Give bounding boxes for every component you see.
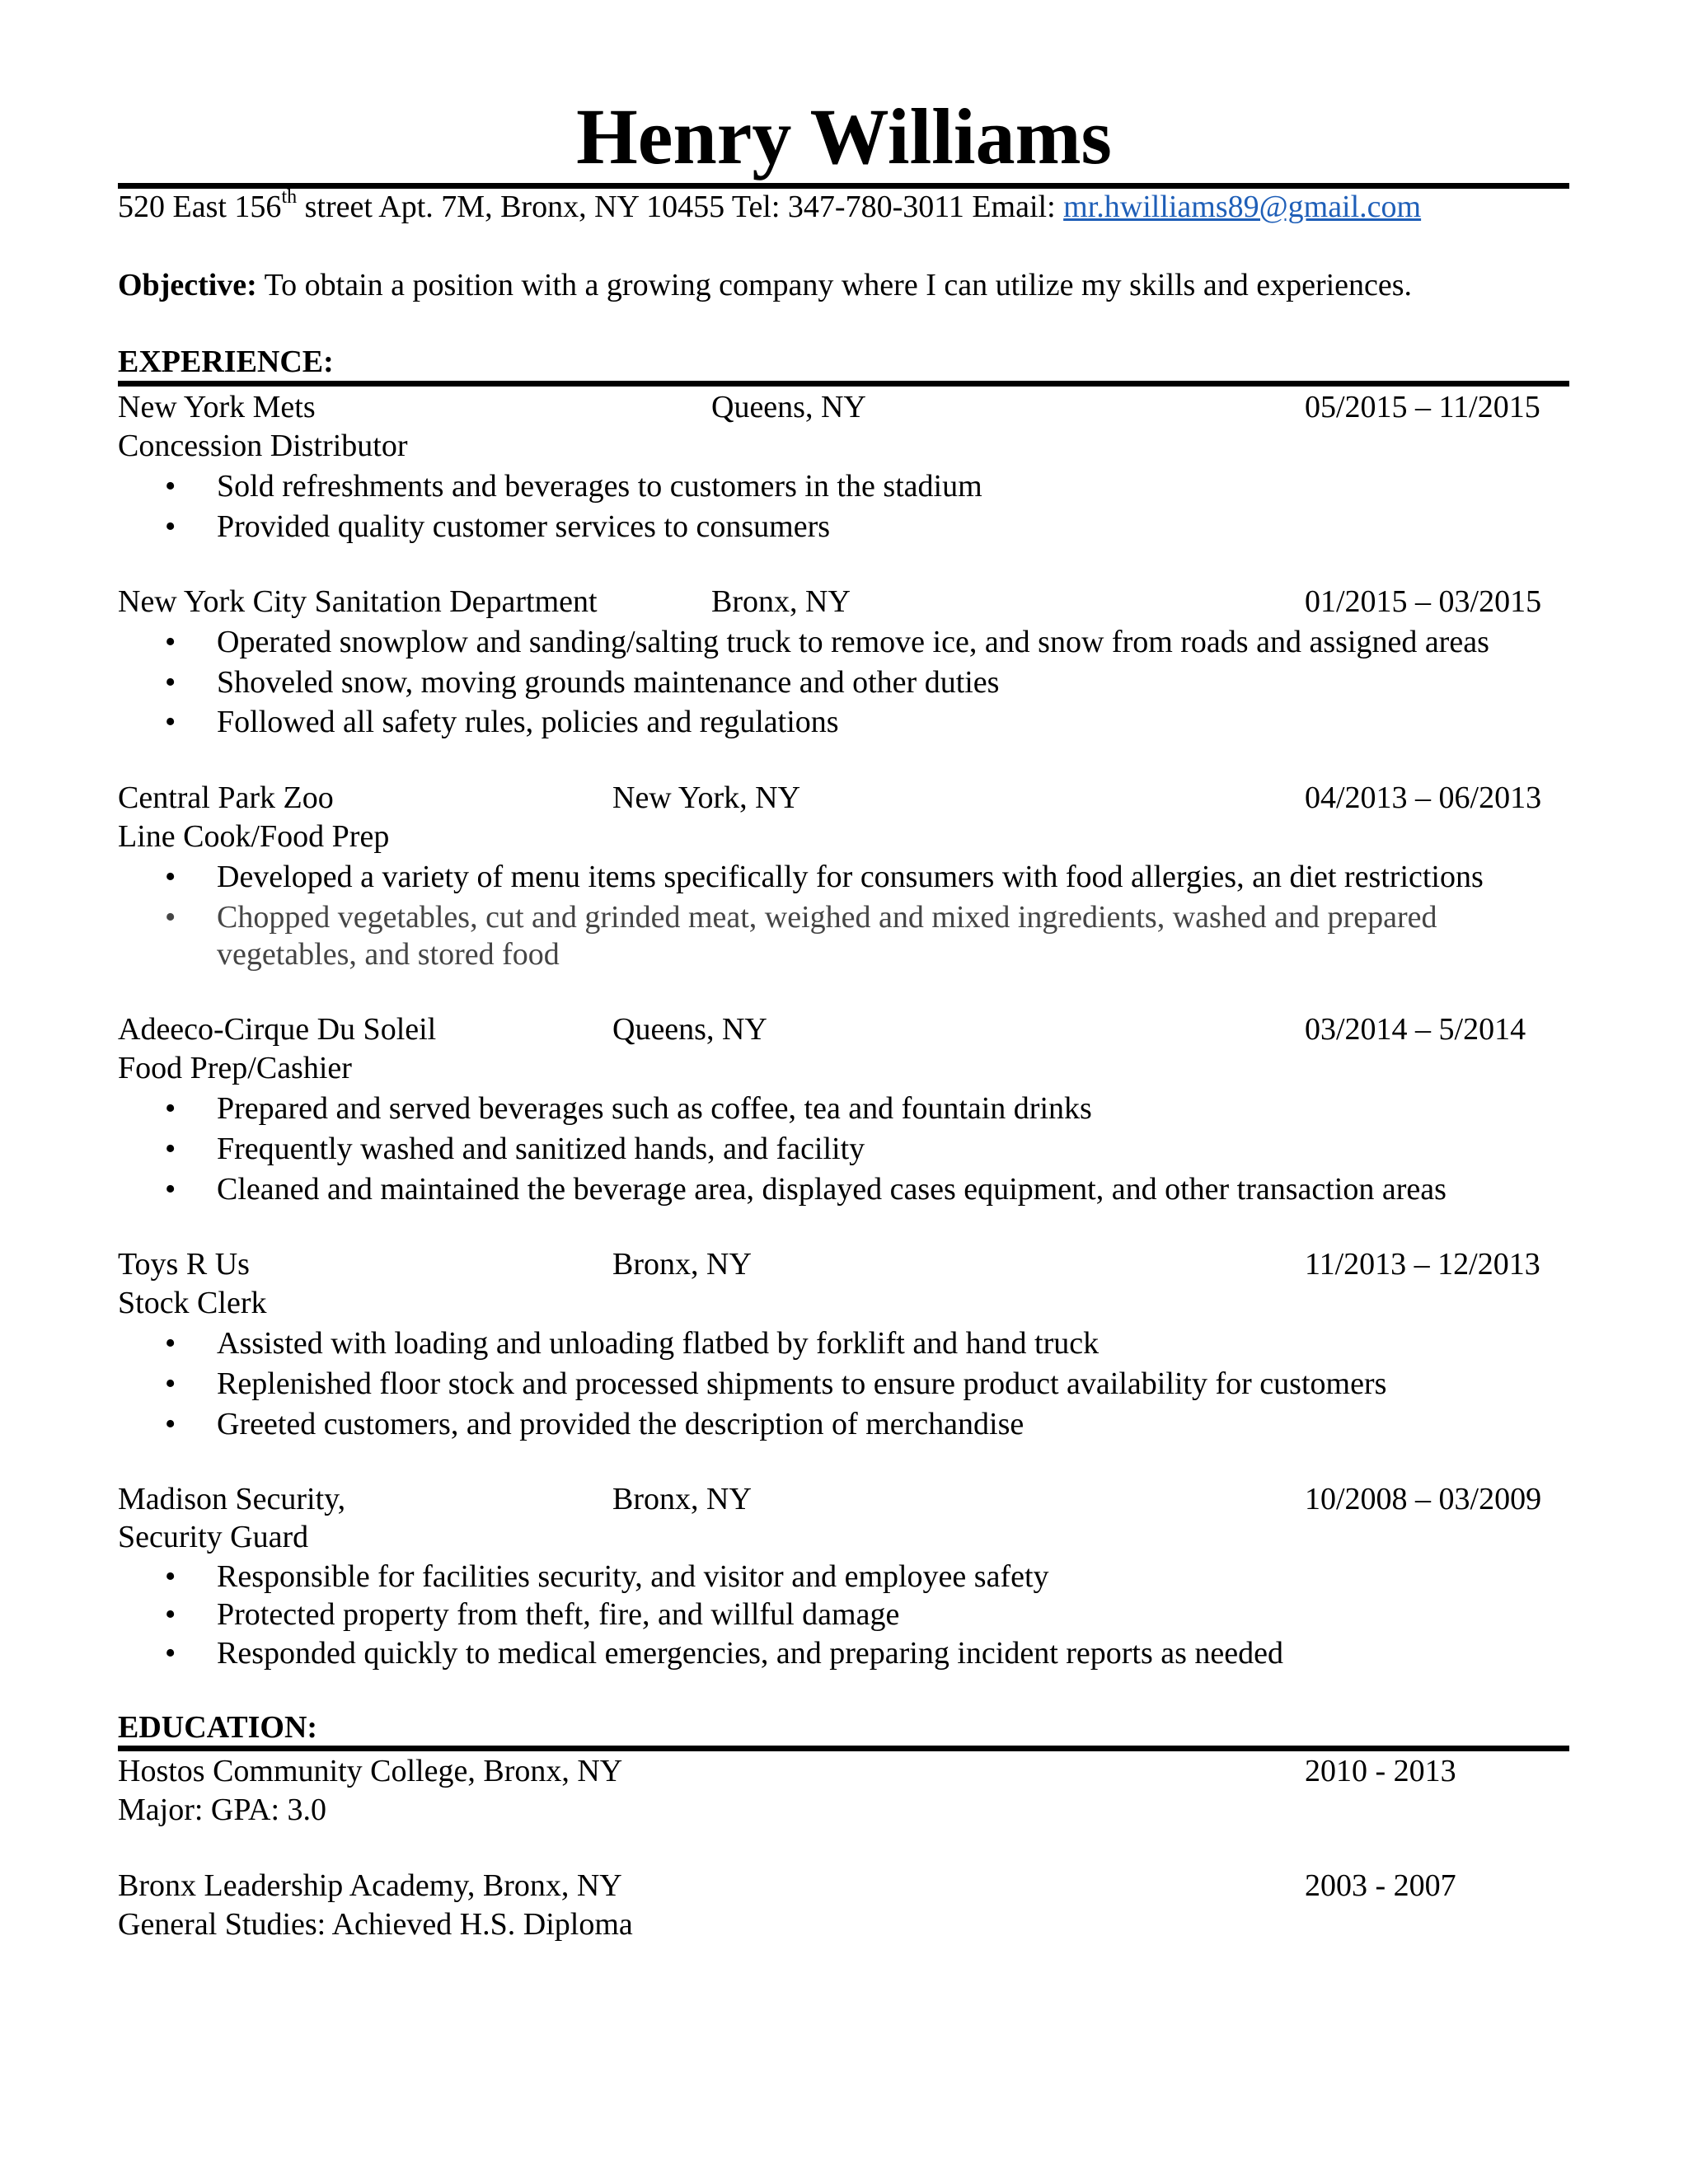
bullet-dot: • bbox=[165, 665, 176, 700]
school-name: Hostos Community College, Bronx, NY bbox=[118, 1754, 623, 1788]
bullet-dot: • bbox=[165, 1597, 176, 1632]
bullet-dot: • bbox=[165, 1636, 176, 1671]
bullet-dot: • bbox=[165, 509, 176, 544]
job-bullet: Cleaned and maintained the beverage area, displayed cases equipment, and other transaction areas bbox=[217, 1172, 1447, 1207]
experience-rule bbox=[118, 381, 1569, 387]
job-bullet: Chopped vegetables, cut and grinded meat, weighed and mixed ingredients, washed and prepared bbox=[217, 900, 1437, 935]
job-bullet: Provided quality customer services to consumers bbox=[217, 509, 831, 544]
job-dates: 10/2008 – 03/2009 bbox=[1305, 1482, 1542, 1516]
job-location: Bronx, NY bbox=[612, 1247, 752, 1282]
job-bullet: Assisted with loading and unloading flatbed by forklift and hand truck bbox=[217, 1326, 1100, 1361]
job-bullet: Responded quickly to medical emergencies, and preparing incident reports as needed bbox=[217, 1636, 1284, 1671]
job-location: Bronx, NY bbox=[612, 1482, 752, 1516]
job-employer: Madison Security, bbox=[118, 1482, 346, 1516]
job-bullet: Shoveled snow, moving grounds maintenance and other duties bbox=[217, 665, 1000, 700]
candidate-name: Henry Williams bbox=[576, 92, 1112, 180]
job-employer: Central Park Zoo bbox=[118, 780, 334, 815]
contact-address: 520 East 156 bbox=[118, 190, 282, 224]
bullet-dot: • bbox=[165, 1091, 176, 1126]
bullet-dot: • bbox=[165, 1132, 176, 1166]
objective-label: Objective: bbox=[118, 268, 257, 302]
job-dates: 11/2013 – 12/2013 bbox=[1305, 1247, 1540, 1282]
job-bullet: Operated snowplow and sanding/salting truck to remove ice, and snow from roads and assigned areas bbox=[217, 625, 1489, 659]
job-bullet: Greeted customers, and provided the description of merchandise bbox=[217, 1407, 1025, 1441]
job-bullet: Replenished floor stock and processed shipments to ensure product availability for customers bbox=[217, 1366, 1387, 1401]
job-title: Food Prep/Cashier bbox=[118, 1051, 352, 1085]
job-bullet: Developed a variety of menu items specifically for consumers with food allergies, an diet restrictions bbox=[217, 860, 1484, 894]
job-bullet: Responsible for facilities security, and visitor and employee safety bbox=[217, 1559, 1049, 1594]
bullet-dot: • bbox=[165, 1559, 176, 1594]
objective-text: To obtain a position with a growing company where I can utilize my skills and experiences. bbox=[256, 268, 1413, 302]
education-heading: EDUCATION: bbox=[118, 1710, 318, 1745]
job-location: Queens, NY bbox=[711, 390, 866, 424]
education-rule bbox=[118, 1746, 1569, 1751]
job-bullet: Protected property from theft, fire, and willful damage bbox=[217, 1597, 900, 1632]
job-title: Security Guard bbox=[118, 1520, 309, 1554]
bullet-dot: • bbox=[165, 625, 176, 659]
bullet-dot: • bbox=[165, 1366, 176, 1401]
job-location: Bronx, NY bbox=[711, 584, 851, 619]
job-bullet: Followed all safety rules, policies and regulations bbox=[217, 705, 839, 739]
bullet-dot: • bbox=[165, 469, 176, 504]
school-years: 2003 - 2007 bbox=[1305, 1868, 1456, 1903]
job-title: Concession Distributor bbox=[118, 429, 408, 463]
school-name: Bronx Leadership Academy, Bronx, NY bbox=[118, 1868, 622, 1903]
school-detail: Major: GPA: 3.0 bbox=[118, 1793, 327, 1827]
school-years: 2010 - 2013 bbox=[1305, 1754, 1456, 1788]
job-location: New York, NY bbox=[612, 780, 801, 815]
bullet-dot: • bbox=[165, 705, 176, 739]
contact-address-rest: street Apt. 7M, Bronx, NY 10455 Tel: 347-780-3011 Email: bbox=[297, 190, 1064, 224]
job-employer: New York City Sanitation Department bbox=[118, 584, 598, 619]
bullet-dot: • bbox=[165, 1407, 176, 1441]
job-location: Queens, NY bbox=[612, 1012, 767, 1047]
email-link[interactable]: mr.hwilliams89@gmail.com bbox=[1063, 190, 1422, 224]
contact-address-sup: th bbox=[281, 186, 298, 208]
bullet-dot: • bbox=[165, 900, 176, 935]
job-employer: Adeeco-Cirque Du Soleil bbox=[118, 1012, 437, 1047]
job-employer: New York Mets bbox=[118, 390, 316, 424]
header-rule bbox=[118, 183, 1569, 189]
bullet-dot: • bbox=[165, 1172, 176, 1207]
experience-heading: EXPERIENCE: bbox=[118, 344, 334, 379]
job-bullet-continuation: vegetables, and stored food bbox=[217, 937, 560, 972]
job-bullet: Frequently washed and sanitized hands, and facility bbox=[217, 1132, 865, 1166]
job-bullet: Prepared and served beverages such as coffee, tea and fountain drinks bbox=[217, 1091, 1092, 1126]
job-dates: 03/2014 – 5/2014 bbox=[1305, 1012, 1526, 1047]
job-employer: Toys R Us bbox=[118, 1247, 250, 1282]
job-dates: 04/2013 – 06/2013 bbox=[1305, 780, 1542, 815]
school-detail: General Studies: Achieved H.S. Diploma bbox=[118, 1907, 633, 1942]
objective-line bbox=[118, 269, 1412, 301]
bullet-dot: • bbox=[165, 860, 176, 894]
job-title: Stock Clerk bbox=[118, 1286, 267, 1320]
contact-line bbox=[118, 186, 1422, 224]
job-dates: 05/2015 – 11/2015 bbox=[1305, 390, 1540, 424]
job-title: Line Cook/Food Prep bbox=[118, 819, 390, 854]
bullet-dot: • bbox=[165, 1326, 176, 1361]
job-bullet: Sold refreshments and beverages to customers in the stadium bbox=[217, 469, 982, 504]
job-dates: 01/2015 – 03/2015 bbox=[1305, 584, 1542, 619]
